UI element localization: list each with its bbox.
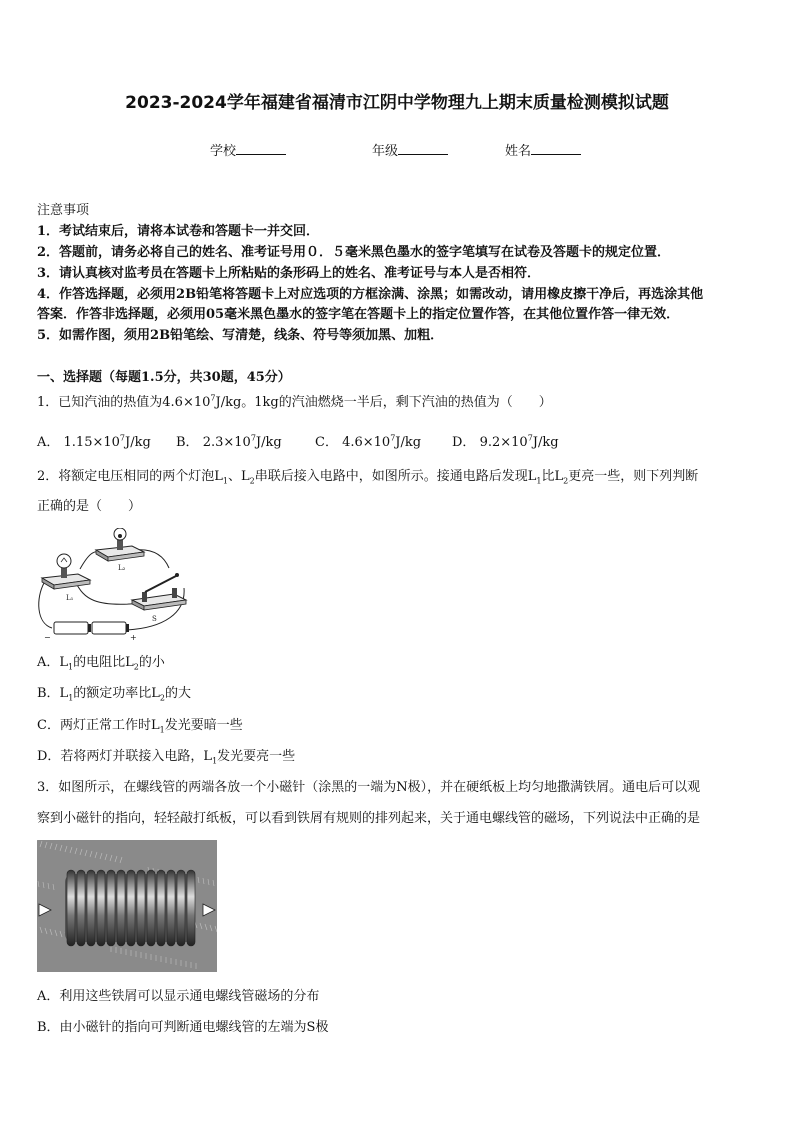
q1-stem bbox=[37, 395, 552, 411]
label-l1: L₁ bbox=[66, 594, 74, 602]
q1-text-a: 1．已知汽油的热值为4.6×10 bbox=[37, 395, 211, 410]
q1-option-c: C． $4.6\times 10^7J/kg$ bbox=[315, 433, 422, 450]
coil-turn bbox=[167, 870, 175, 946]
q2-option-c: C．两灯正常工作时$L_1$发光要暗一些 bbox=[37, 718, 243, 735]
coil-turn bbox=[77, 870, 85, 946]
exam-title: 2023-2024学年福建省福清市江阴中学物理九上期末质量检测模拟试题 bbox=[125, 93, 669, 113]
school-label: 学校 bbox=[210, 144, 237, 159]
notice-item-1: 1．考试结束后，请将本试卷和答题卡一并交回． bbox=[37, 224, 320, 239]
q1-option-b: B． $2.3\times 10^7J/kg$ bbox=[176, 433, 282, 450]
name-label: 姓名 bbox=[505, 144, 532, 159]
notice-item-5: 5．如需作图，须用2B铅笔绘、写清楚，线条、符号等须加黑、加粗． bbox=[37, 328, 444, 343]
coil-turn bbox=[157, 870, 165, 946]
label-s: S bbox=[152, 615, 157, 623]
notice-item-4: 4．作答选择题，必须用2B铅笔将答题卡上对应选项的方框涂满、涂黑；如需改动，请用橡皮擦干净后，再选涂其他 bbox=[37, 287, 704, 302]
wire-left bbox=[39, 583, 52, 628]
grade-field bbox=[372, 140, 448, 159]
label-l2: L₂ bbox=[118, 564, 126, 572]
coil-turn bbox=[67, 870, 75, 946]
section-heading: 一、选择题（每题1.5分，共30题，45分） bbox=[37, 370, 291, 385]
coil-turn bbox=[137, 870, 145, 946]
q3-option-a: A．利用这些铁屑可以显示通电螺线管磁场的分布 bbox=[37, 989, 320, 1004]
grade-blank bbox=[398, 142, 448, 155]
q3-stem-line1: 3．如图所示，在螺线管的两端各放一个小磁针（涂黑的一端为N极），并在硬纸板上均匀地撒满铁屑。通电后可以观 bbox=[37, 780, 701, 795]
label-plus: + bbox=[130, 633, 137, 642]
coil-turn bbox=[97, 870, 105, 946]
q1-text-c: J/kg。1kg的汽油燃烧一半后，剩下汽油的热值为（ ） bbox=[215, 395, 552, 410]
label-minus: − bbox=[44, 633, 51, 642]
q2-option-b: B．$L_1$的额定功率比$L_2$的大 bbox=[37, 686, 192, 703]
q3-stem-line2: 察到小磁针的指向，轻轻敲打纸板，可以看到铁屑有规则的排列起来，关于通电螺线管的磁场，下列说法中正确的是 bbox=[37, 811, 701, 826]
q2-option-d: D．若将两灯并联接入电路，$L_1$发光要亮一些 bbox=[37, 749, 296, 766]
q2-option-a: A．$L_1$的电阻比$L_2$的小 bbox=[37, 655, 165, 672]
q2-stem-line2: 正确的是（ ） bbox=[37, 499, 142, 514]
battery-pack bbox=[44, 622, 137, 642]
lamp-l2 bbox=[96, 528, 144, 572]
coil-turn bbox=[147, 870, 155, 946]
school-field bbox=[210, 140, 286, 159]
coil-turn bbox=[187, 870, 195, 946]
coil-turn bbox=[87, 870, 95, 946]
notice-item-3: 3．请认真核对监考员在答题卡上所粘贴的条形码上的姓名、准考证号与本人是否相符． bbox=[37, 266, 541, 281]
coil-turn bbox=[107, 870, 115, 946]
solenoid-coil bbox=[65, 870, 195, 946]
circuit-figure bbox=[34, 528, 194, 644]
coil-turn bbox=[127, 870, 135, 946]
school-blank bbox=[236, 142, 286, 155]
switch-s bbox=[132, 573, 186, 623]
lamp-l1 bbox=[42, 554, 90, 602]
notice-item-2: 2．答题前，请务必将自己的姓名、准考证号用０．５毫米黑色墨水的签字笔填写在试卷及答题卡的规定位置． bbox=[37, 245, 671, 260]
coil-turn bbox=[117, 870, 125, 946]
q1-option-d: D． $9.2\times 10^7J/kg$ bbox=[452, 433, 559, 450]
name-field bbox=[505, 140, 581, 159]
name-blank bbox=[531, 142, 581, 155]
q1-exp: 7 bbox=[210, 393, 216, 403]
grade-label: 年级 bbox=[372, 144, 399, 159]
solenoid-figure bbox=[37, 840, 217, 972]
q3-option-b: B．由小磁针的指向可判断通电螺线管的左端为S极 bbox=[37, 1020, 329, 1035]
notice-heading: 注意事项 bbox=[37, 203, 90, 218]
notice-item-4-cont: 答案．作答非选择题，必须用05毫米黑色墨水的签字笔在答题卡上的指定位置作答，在其他位置作答一律无效． bbox=[37, 307, 680, 322]
coil-turn bbox=[177, 870, 185, 946]
q2-stem-line1: 2．将额定电压相同的两个灯泡$L_1$、$L_2$串联后接入电路中，如图所示。接通电路后发现$L_1$比$L_2$更亮一些，则下列判断 bbox=[37, 469, 699, 486]
q1-option-a: A． $1.15\times 10^7J/kg$ bbox=[37, 433, 151, 450]
